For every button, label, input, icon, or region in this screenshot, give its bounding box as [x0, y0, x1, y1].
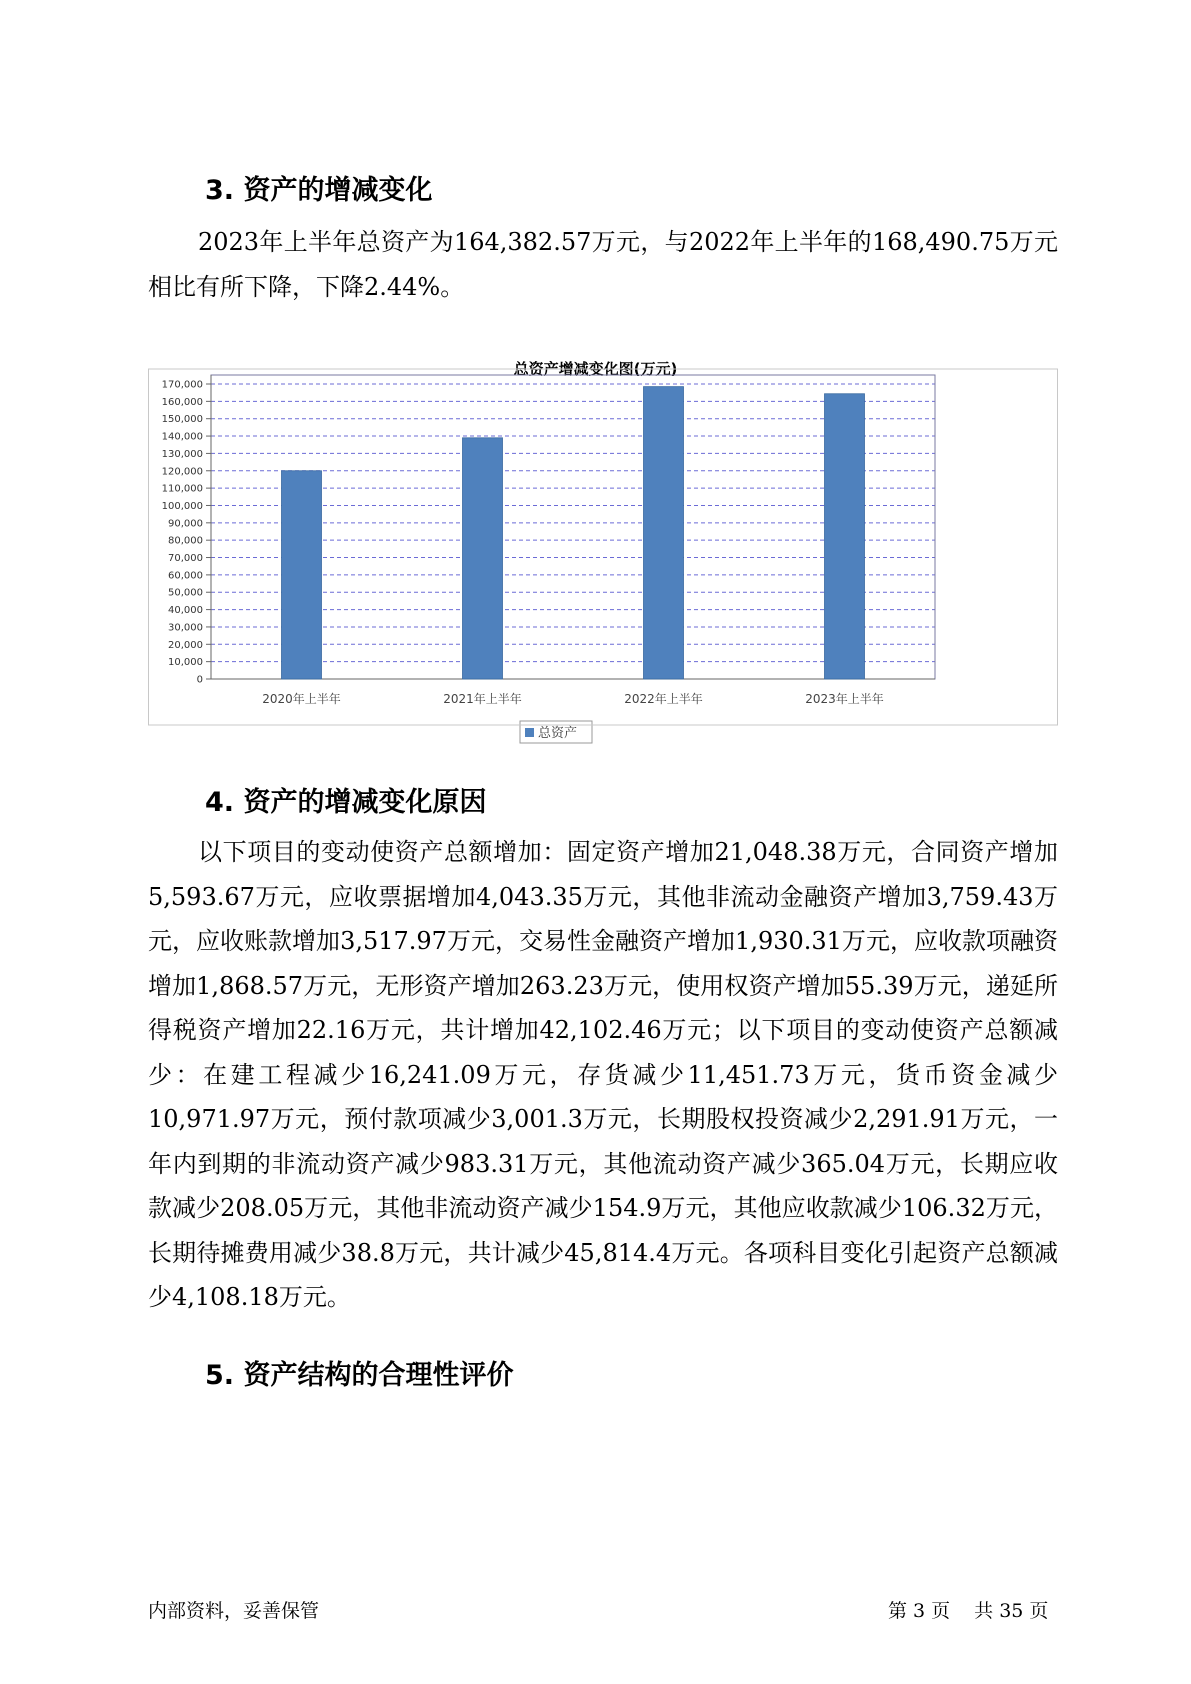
y-tick-label: 80,000 — [168, 535, 203, 547]
bar-4 — [825, 394, 865, 679]
y-tick-label: 70,000 — [168, 553, 203, 565]
bar-3 — [644, 387, 684, 679]
y-tick-label: 110,000 — [161, 483, 203, 495]
bar-layer — [282, 387, 865, 679]
section4-paragraph: 以下项目的变动使资产总额增加：固定资产增加21,048.38万元，合同资产增加5,593.67万元，应收票据增加4,043.35万元，其他非流动金融资产增加3,759.43万元，应收账款增加3,517.97万元，交易性金融资产增加1,930.31万元，应收款项融资增加1,868.57万元，无形资产增加263.23万元，使用权资产增加55.39万元，递延所得税资产增加22.16万元，共计增加42,102.46万元；以下项目的变动使资产总额减少：在建工程减少16,241.09万元，存货减少11,451.73万元，货币资金减少10,971.97万元，预付款项减少3,001.3万元，长期股权投资减少2,291.91万元，一年内到期的非流动资产减少983.31万元，其他流动资产减少365.04万元，长期应收款减少208.05万元，其他非流动资产减少154.9万元，其他应收款减少106.32万元，长期待摊费用减少38.8万元，共计减少45,814.4万元。各项科目变化引起资产总额减少4,108.18万元。 — [148, 838, 1058, 1311]
section3-paragraph: 2023年上半年总资产为164,382.57万元，与2022年上半年的168,490.75万元相比有所下降，下降2.44%。 — [148, 228, 1058, 301]
y-tick-label: 90,000 — [168, 518, 203, 530]
y-tick-label: 140,000 — [161, 431, 203, 443]
y-tick-label: 60,000 — [168, 570, 203, 582]
x-tick-label: 2023年上半年 — [805, 692, 884, 706]
legend-swatch — [525, 728, 534, 737]
x-tick-label: 2022年上半年 — [624, 692, 703, 706]
y-tick-label: 40,000 — [168, 605, 203, 617]
bar-1 — [282, 471, 322, 679]
label-layer — [162, 380, 884, 707]
y-tick-label: 30,000 — [168, 622, 203, 634]
section4-heading: 4. 资产的增减变化原因 — [205, 787, 487, 818]
y-tick-label: 0 — [196, 674, 203, 686]
chart-canvas — [148, 379, 1058, 765]
y-tick-label: 20,000 — [168, 639, 203, 651]
legend — [520, 721, 592, 743]
y-tick-label: 130,000 — [161, 448, 203, 460]
bar-2 — [463, 438, 503, 679]
x-tick-label: 2021年上半年 — [443, 692, 522, 706]
y-tick-label: 100,000 — [161, 500, 203, 512]
footer-page-number: 第 3 页 — [888, 1600, 951, 1622]
y-tick-label: 150,000 — [161, 414, 203, 426]
y-tick-label: 120,000 — [161, 466, 203, 478]
footer-page-total: 共 35 页 — [974, 1600, 1049, 1622]
footer-pagination — [888, 1596, 1048, 1623]
section3-heading: 3. 资产的增减变化 — [205, 175, 433, 206]
y-tick-label: 160,000 — [161, 396, 203, 408]
footer-confidential: 内部资料，妥善保管 — [148, 1600, 320, 1622]
x-tick-label: 2020年上半年 — [262, 692, 341, 706]
y-tick-label: 170,000 — [161, 379, 203, 391]
bar-chart — [148, 379, 1058, 769]
y-tick-label: 10,000 — [168, 657, 203, 669]
section5-heading: 5. 资产结构的合理性评价 — [205, 1360, 514, 1391]
y-tick-label: 50,000 — [168, 587, 203, 599]
chart-title: 总资产增减变化图(万元) — [513, 360, 678, 378]
legend-label: 总资产 — [538, 726, 578, 741]
